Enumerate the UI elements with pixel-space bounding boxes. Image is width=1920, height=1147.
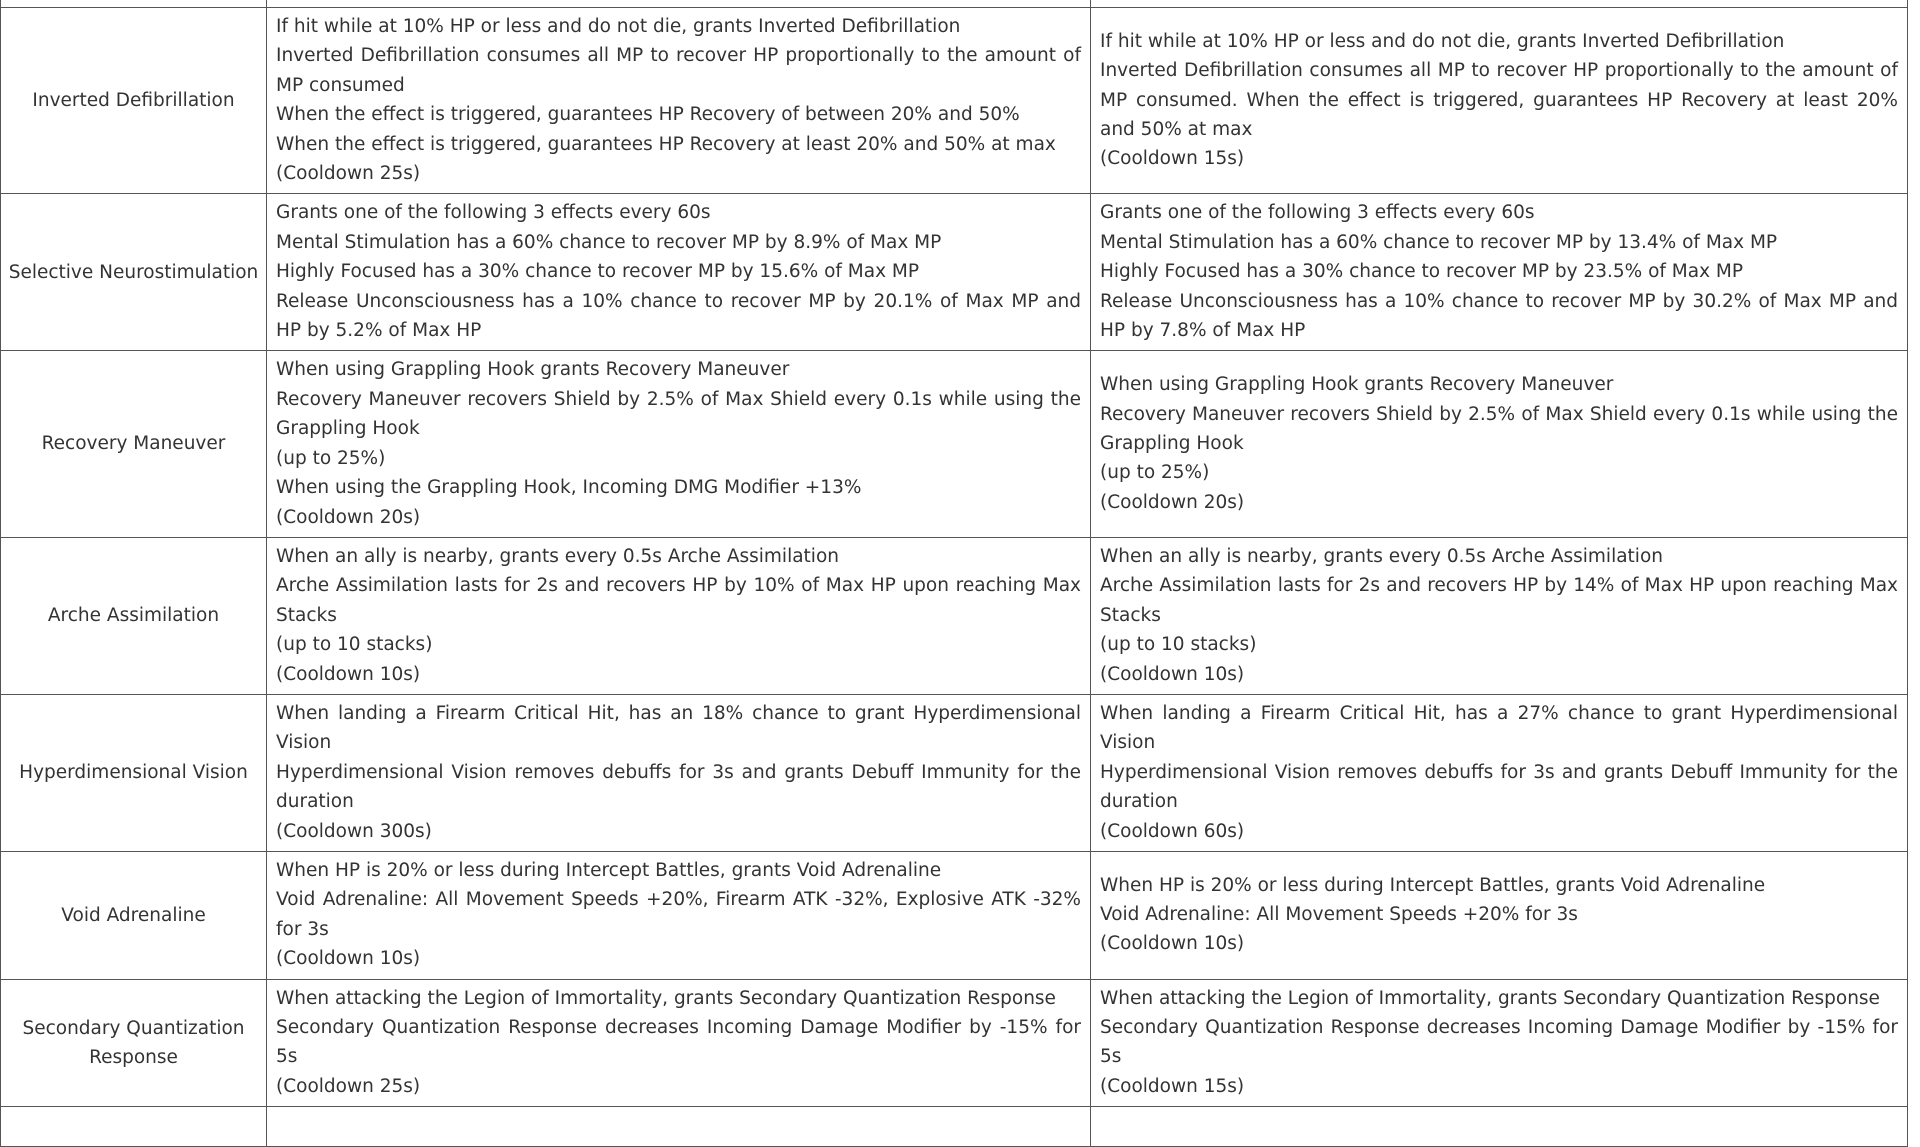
effect-line: When HP is 20% or less during Intercept Battles, grants Void Adrenaline: [276, 859, 942, 881]
effect-line: (Cooldown 300s): [276, 820, 432, 842]
table-row-partial-bottom: [1, 1107, 1908, 1147]
partial-left-cell: [267, 0, 1091, 8]
module-name-cell: Arche Assimilation: [1, 537, 267, 694]
effect-line: When an ally is nearby, grants every 0.5s Arche Assimilation: [276, 545, 839, 567]
effect-after-cell: [1091, 979, 1908, 1107]
effect-line: Hyperdimensional Vision removes debuffs for 3s and grants Debuff Immunity for the duration: [276, 761, 1081, 813]
table-row: [1, 979, 1908, 1107]
effect-line: Highly Focused has a 30% chance to recover MP by 23.5% of Max MP: [1100, 261, 1744, 283]
table-row-partial-top: [1, 0, 1908, 8]
effect-after-cell: [1091, 851, 1908, 979]
effect-line: (Cooldown 25s): [276, 163, 421, 185]
effect-line: Mental Stimulation has a 60% chance to recover MP by 13.4% of Max MP: [1100, 231, 1778, 253]
effect-line: (Cooldown 25s): [276, 1075, 421, 1097]
effect-line: Arche Assimilation lasts for 2s and recovers HP by 14% of Max HP upon reaching Max Stacks: [1100, 575, 1898, 626]
effect-line: Secondary Quantization Response decreases Incoming Damage Modifier by -15% for 5s: [276, 1017, 1081, 1068]
effect-line: Release Unconsciousness has a 10% chance to recover MP by 20.1% of Max MP and HP by 5.2% of Max HP: [276, 290, 1081, 342]
effect-line: Inverted Defibrillation consumes all MP to recover HP proportionally to the amount of MP consumed. When the effect is triggered, guarantees HP Recovery at least 20% and 50% at max: [1100, 60, 1898, 140]
effect-after-cell: [1091, 537, 1908, 694]
table-row: [1, 351, 1908, 537]
table-row: [1, 8, 1908, 194]
table-row: [1, 694, 1908, 851]
effect-line: (Cooldown 10s): [1100, 663, 1245, 685]
effect-before-cell: [267, 8, 1091, 194]
module-name-cell: Secondary Quantization Response: [1, 979, 267, 1107]
effect-line: When landing a Firearm Critical Hit, has a 27% chance to grant Hyperdimensional Vision: [1100, 702, 1898, 754]
effect-line: When using Grappling Hook grants Recovery Maneuver: [276, 359, 790, 381]
effect-line: Grants one of the following 3 effects every 60s: [276, 202, 711, 224]
effect-line: (up to 25%): [1100, 462, 1210, 484]
effect-line: Void Adrenaline: All Movement Speeds +20% for 3s: [1100, 904, 1578, 926]
effect-before-cell: [267, 979, 1091, 1107]
effect-before-cell: [267, 694, 1091, 851]
effect-line: Inverted Defibrillation consumes all MP to recover HP proportionally to the amount of MP consumed: [276, 45, 1081, 96]
partial-bottom-cell: [267, 1107, 1091, 1147]
effect-line: (Cooldown 10s): [276, 663, 421, 685]
effect-line: Recovery Maneuver recovers Shield by 2.5% of Max Shield every 0.1s while using the Grappling Hook: [276, 388, 1081, 440]
effect-line: Highly Focused has a 30% chance to recover MP by 15.6% of Max MP: [276, 261, 920, 283]
effect-line: (Cooldown 20s): [276, 506, 421, 528]
effect-before-cell: [267, 351, 1091, 537]
effect-line: When the effect is triggered, guarantees HP Recovery at least 20% and 50% at max: [276, 133, 1056, 155]
effect-line: If hit while at 10% HP or less and do not die, grants Inverted Defibrillation: [1100, 30, 1785, 52]
effect-line: Recovery Maneuver recovers Shield by 2.5% of Max Shield every 0.1s while using the Grappling Hook: [1100, 403, 1898, 454]
effect-line: (up to 10 stacks): [276, 634, 433, 656]
effect-line: When an ally is nearby, grants every 0.5s Arche Assimilation: [1100, 545, 1663, 567]
module-name-cell: Selective Neurostimulation: [1, 194, 267, 351]
effect-line: If hit while at 10% HP or less and do not die, grants Inverted Defibrillation: [276, 16, 961, 37]
effect-after-cell: [1091, 8, 1908, 194]
partial-name-cell: [1, 0, 267, 8]
module-name-cell: Void Adrenaline: [1, 851, 267, 979]
effect-after-cell: [1091, 194, 1908, 351]
table-row: [1, 537, 1908, 694]
effect-line: (Cooldown 20s): [1100, 491, 1245, 513]
effect-line: When attacking the Legion of Immortality, grants Secondary Quantization Response: [276, 987, 1056, 1009]
effect-after-cell: [1091, 694, 1908, 851]
effect-before-cell: [267, 194, 1091, 351]
effect-line: When attacking the Legion of Immortality, grants Secondary Quantization Response: [1100, 987, 1880, 1009]
effect-line: (up to 10 stacks): [1100, 634, 1257, 656]
module-name-cell: Hyperdimensional Vision: [1, 694, 267, 851]
effect-line: Mental Stimulation has a 60% chance to recover MP by 8.9% of Max MP: [276, 231, 942, 253]
effect-line: When the effect is triggered, guarantees HP Recovery of between 20% and 50%: [276, 104, 1020, 126]
partial-right-cell: [1091, 0, 1908, 8]
effect-line: Arche Assimilation lasts for 2s and recovers HP by 10% of Max HP upon reaching Max Stacks: [276, 575, 1081, 626]
effect-before-cell: [267, 851, 1091, 979]
effect-line: Void Adrenaline: All Movement Speeds +20%, Firearm ATK -32%, Explosive ATK -32% for 3s: [276, 889, 1081, 940]
table-row: [1, 194, 1908, 351]
effect-line: Release Unconsciousness has a 10% chance to recover MP by 30.2% of Max MP and HP by 7.8% of Max HP: [1100, 290, 1898, 342]
effect-line: Secondary Quantization Response decreases Incoming Damage Modifier by -15% for 5s: [1100, 1017, 1898, 1068]
effect-line: When HP is 20% or less during Intercept Battles, grants Void Adrenaline: [1100, 874, 1766, 896]
effect-line: When landing a Firearm Critical Hit, has an 18% chance to grant Hyperdimensional Vision: [276, 702, 1081, 754]
partial-bottom-cell: [1, 1107, 267, 1147]
table-body: [1, 0, 1908, 1147]
effect-line: Grants one of the following 3 effects every 60s: [1100, 202, 1535, 224]
module-name-cell: Recovery Maneuver: [1, 351, 267, 537]
effect-line: (Cooldown 10s): [1100, 933, 1245, 955]
effect-line: When using Grappling Hook grants Recovery Maneuver: [1100, 374, 1614, 396]
effect-before-cell: [267, 537, 1091, 694]
effect-line: (Cooldown 15s): [1100, 148, 1245, 170]
effect-line: When using the Grappling Hook, Incoming DMG Modifier +13%: [276, 477, 862, 499]
effect-line: Hyperdimensional Vision removes debuffs for 3s and grants Debuff Immunity for the duration: [1100, 761, 1898, 813]
effect-line: (Cooldown 10s): [276, 948, 421, 970]
effect-after-cell: [1091, 351, 1908, 537]
effect-line: (up to 25%): [276, 447, 386, 469]
effect-line: (Cooldown 15s): [1100, 1075, 1245, 1097]
module-name-cell: Inverted Defibrillation: [1, 8, 267, 194]
effect-line: (Cooldown 60s): [1100, 820, 1245, 842]
table-row: [1, 851, 1908, 979]
partial-bottom-cell: [1091, 1107, 1908, 1147]
